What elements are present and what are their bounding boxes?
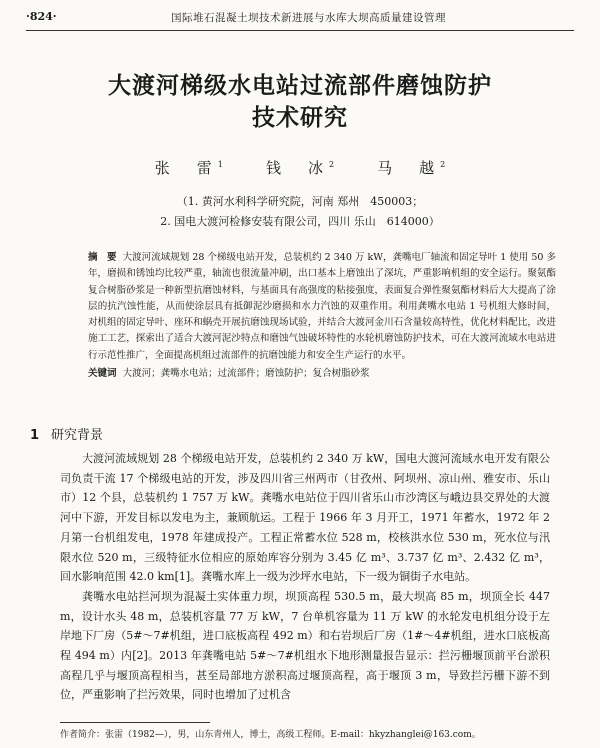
abstract [88, 250, 556, 382]
author-affiliation-mark: 2 [328, 160, 335, 169]
running-header [26, 10, 574, 26]
affiliation-2: 2. 国电大渡河检修安装有限公司，四川 乐山 614000） [160, 215, 440, 228]
author-affiliation-mark: 1 [217, 160, 223, 169]
author-name: 张 雷 [154, 159, 218, 177]
body-text [60, 449, 550, 705]
author [377, 159, 445, 177]
author-name: 马 越 [377, 159, 441, 177]
paragraph: 龚嘴水电站拦河坝为混凝土实体重力坝，坝顶高程 530.5 m，最大坝高 85 m，坝顶全长 447 m，设计水头 48 m，总装机容量 77 万 kW，7 台单机容量为 11 万 kW 的水轮发电机组分设于左岸地下厂房（5#～7#机组，进口底板高程 492 m）和右岩坝后厂房（1#～4#机组，进水口底板高程 494 m）内[2]。2013 年龚嘴电站 5#～7#机组水下地形测量报告显示：拦污栅堰顶前平台淤积高程几乎与堰顶高程相当，甚至局部地方淤积高过堰顶高程，高于堰顶 3 m，导致拦污栅下游不到位，严重影响了拦污效果，同时也增加了过机含 [60, 589, 550, 702]
paragraph: 大渡河流域规划 28 个梯级电站开发，总装机约 2 340 万 kW，国电大渡河流域水电开发有限公司负责干流 17 个梯级电站的开发，涉及四川省三州两市（甘孜州、阿坝州、凉山州、雅安市、乐山市）12 个县，总装机约 1 757 万 kW。龚嘴水电站位于四川省乐山市沙湾区与峨边县交界处的大渡河中下游，开发目标以发电为主，兼顾航运。工程于 1966 年 3 月开工，1971 年蓄水，1972 年 2 月第一台机组发电，1978 年建成投产。工程正常蓄水位 528 m，校核洪水位 530 m，死水位与汛限水位 520 m，三级特征水位相应的原始库容分别为 3.45 亿 m³、3.737 亿 m³、2.432 亿 m³，回水影响范围 42.0 km[1]。龚嘴水库上一级为沙坪水电站，下一级为铜街子水电站。 [60, 452, 550, 584]
journal-title: 国际堆石混凝土坝技术新进展与水库大坝高质量建设管理 [171, 12, 446, 24]
affiliation-1: （1. 黄河水利科学研究院，河南 郑州 450003； [176, 195, 424, 208]
section-number: 1 [30, 428, 40, 443]
author-affiliation-mark: 2 [440, 160, 446, 169]
keywords-text: 大渡河；龚嘴水电站；过流部件；磨蚀防护；复合树脂砂浆 [122, 368, 370, 380]
title-line-1: 大渡河梯级水电站过流部件磨蚀防护 [108, 73, 492, 99]
section-heading [30, 424, 103, 443]
author-footnote: 作者简介：张雷（1982—），男，山东青州人，博士，高级工程师。E-mail：hkyzhanglei@163.com。 [60, 730, 481, 740]
author [266, 159, 334, 177]
section-title: 研究背景 [51, 428, 104, 443]
author-name: 钱 冰 [265, 159, 329, 177]
abstract-text: 大渡河流域规划 28 个梯级电站开发，总装机约 2 340 万 kW，龚嘴电厂轴流和固定导叶 1 使用 50 多年，磨损和锈蚀均比较严重，轴流也很流量冲刷，出口基本上磨蚀出了深坑，严重影响机组的安全运行。聚氨酯复合树脂砂浆是一种新型抗磨蚀材料，与基面具有高强度的粘接强度，表面复合弹性聚氨酯材料后大大提高了涂层的抗汽蚀性能，从而使涂层具有抵御泥沙磨损和水力汽蚀的双重作用。利用龚嘴水电站 1 号机组大修时间，对机组的固定导叶、座环和蜗壳开展抗磨蚀现场试验，并结合大渡河金川石含量较高特性，优化材料配比，改进施工工艺，探索出了适合大渡河泥沙特点和磨蚀气蚀破坏特性的水轮机磨蚀防护技术，可在大渡河流域水电站进行示范性推广，全面提高机组过流部件的抗磨蚀能力和安全生产运行的水平。 [88, 252, 556, 361]
author-list [30, 157, 570, 178]
author [155, 159, 223, 177]
title-line-2: 技术研究 [252, 105, 348, 131]
abstract-label: 摘 要 [88, 252, 117, 263]
keywords-label: 关键词 [88, 368, 117, 380]
keywords [88, 366, 556, 382]
footnote-rule [60, 722, 210, 723]
paper-title [30, 70, 570, 134]
header-rule [26, 30, 574, 31]
page-number: ·824· [26, 10, 57, 23]
